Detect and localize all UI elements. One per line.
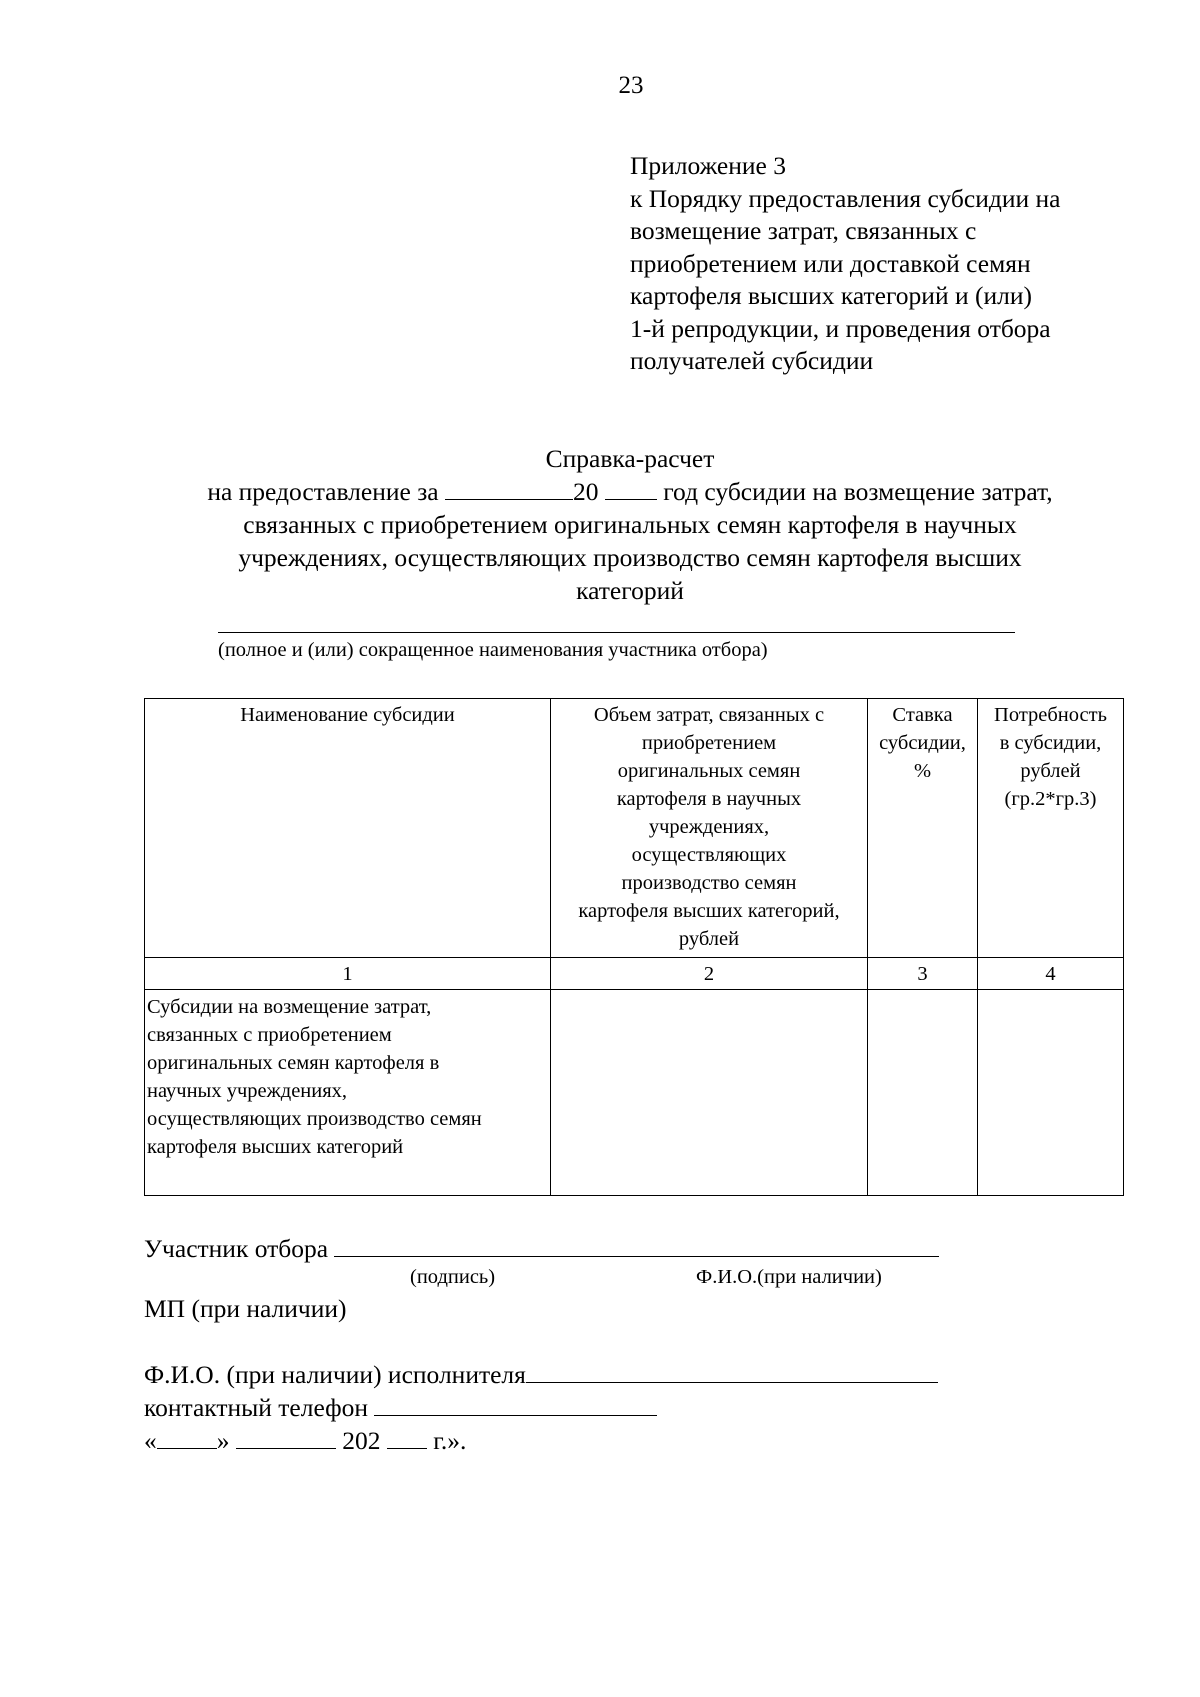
header-subsidy-rate bbox=[868, 699, 978, 958]
header-line: приобретением bbox=[641, 732, 777, 754]
cell-line: осуществляющих производство семян bbox=[147, 1108, 482, 1130]
appendix-line: 1-й репродукции, и проведения отбора bbox=[630, 313, 1051, 343]
cell-line: оригинальных семян картофеля в bbox=[147, 1052, 440, 1074]
phone-blank[interactable] bbox=[374, 1391, 657, 1416]
calculation-table bbox=[144, 698, 1124, 1196]
appendix-line: получателей субсидии bbox=[630, 346, 874, 375]
date-year-blank[interactable] bbox=[387, 1424, 427, 1449]
column-number: 4 bbox=[978, 958, 1124, 990]
header-subsidy-name bbox=[145, 699, 551, 958]
date-open-quote: « bbox=[144, 1426, 157, 1455]
phone-row bbox=[144, 1391, 657, 1423]
date-month-blank[interactable] bbox=[236, 1424, 336, 1449]
header-line: Потребность bbox=[994, 704, 1107, 726]
title-line-4: категорий bbox=[576, 576, 684, 605]
header-line: оригинальных семян bbox=[617, 760, 801, 782]
header-line: % bbox=[913, 760, 932, 782]
header-line: рублей bbox=[1020, 760, 1081, 782]
executor-row bbox=[144, 1358, 938, 1390]
table-header-row bbox=[145, 699, 1124, 958]
appendix-line: Приложение 3 bbox=[630, 151, 786, 180]
appendix-line: картофеля высших категорий и (или) bbox=[630, 281, 1032, 310]
appendix-line: возмещение затрат, связанных с bbox=[630, 216, 977, 245]
title-prefix: на предоставление за bbox=[207, 477, 439, 506]
stamp-label: МП (при наличии) bbox=[144, 1294, 347, 1323]
participant-signature-row bbox=[144, 1232, 939, 1264]
title-heading: Справка-расчет bbox=[545, 444, 715, 473]
fio-caption: Ф.И.О.(при наличии) bbox=[696, 1266, 882, 1288]
column-number: 2 bbox=[551, 958, 868, 990]
table-row bbox=[145, 990, 1124, 1196]
participant-name-caption: (полное и (или) сокращенное наименования участника отбора) bbox=[218, 639, 768, 661]
cell-line: Субсидии на возмещение затрат, bbox=[147, 996, 432, 1018]
column-number: 1 bbox=[145, 958, 551, 990]
header-line: Наименование субсидии bbox=[240, 704, 455, 726]
participant-name-line[interactable] bbox=[218, 632, 1015, 633]
title-suffix: год субсидии на возмещение затрат, bbox=[663, 477, 1053, 506]
header-line: осуществляющих bbox=[631, 844, 787, 866]
appendix-block bbox=[630, 150, 1150, 378]
header-line: картофеля высших категорий, bbox=[578, 900, 840, 922]
cell-line: связанных с приобретением bbox=[147, 1024, 392, 1046]
executor-name-blank[interactable] bbox=[526, 1358, 938, 1383]
cell-cost-volume[interactable] bbox=[551, 990, 868, 1196]
signature-caption: (подпись) bbox=[410, 1266, 496, 1288]
date-day-blank[interactable] bbox=[157, 1424, 217, 1449]
title-line-1 bbox=[120, 475, 1140, 508]
header-line: рублей bbox=[678, 928, 740, 950]
title-year: 20 bbox=[572, 477, 599, 506]
date-row bbox=[144, 1424, 466, 1456]
cell-line: картофеля высших категорий bbox=[147, 1136, 404, 1158]
cell-line: научных учреждениях, bbox=[147, 1080, 348, 1102]
page-number: 23 bbox=[618, 72, 644, 99]
header-line: (гр.2*гр.3) bbox=[1004, 788, 1097, 810]
header-line: Ставка bbox=[892, 704, 953, 726]
cell-subsidy-name bbox=[145, 990, 551, 1196]
date-close-quote: » bbox=[216, 1426, 230, 1455]
header-line: субсидии, bbox=[879, 732, 966, 754]
cell-subsidy-need[interactable] bbox=[978, 990, 1124, 1196]
table-column-numbers-row bbox=[145, 958, 1124, 990]
participant-signature-blank[interactable] bbox=[334, 1232, 939, 1257]
header-line: учреждениях, bbox=[648, 816, 770, 838]
year-blank[interactable] bbox=[605, 477, 657, 500]
date-year: 202 bbox=[342, 1426, 381, 1455]
appendix-line: к Порядку предоставления субсидии на bbox=[630, 183, 1061, 213]
header-cost-volume bbox=[551, 699, 868, 958]
header-line: Объем затрат, связанных с bbox=[593, 704, 825, 726]
title-line-2: связанных с приобретением оригинальных семян картофеля в научных bbox=[243, 510, 1017, 539]
phone-label: контактный телефон bbox=[144, 1393, 368, 1422]
header-subsidy-need bbox=[978, 699, 1124, 958]
date-suffix: г.». bbox=[433, 1426, 467, 1455]
header-line: картофеля в научных bbox=[616, 788, 802, 810]
document-title bbox=[120, 442, 1140, 607]
header-line: производство семян bbox=[621, 872, 797, 894]
executor-label: Ф.И.О. (при наличии) исполнителя bbox=[144, 1360, 526, 1389]
column-number: 3 bbox=[868, 958, 978, 990]
header-line: в субсидии, bbox=[999, 732, 1102, 754]
cell-subsidy-rate[interactable] bbox=[868, 990, 978, 1196]
appendix-line: приобретением или доставкой семян bbox=[630, 248, 1031, 278]
period-blank[interactable] bbox=[445, 477, 573, 500]
title-line-3: учреждениях, осуществляющих производство семян картофеля высших bbox=[238, 543, 1022, 572]
participant-label: Участник отбора bbox=[144, 1234, 329, 1263]
